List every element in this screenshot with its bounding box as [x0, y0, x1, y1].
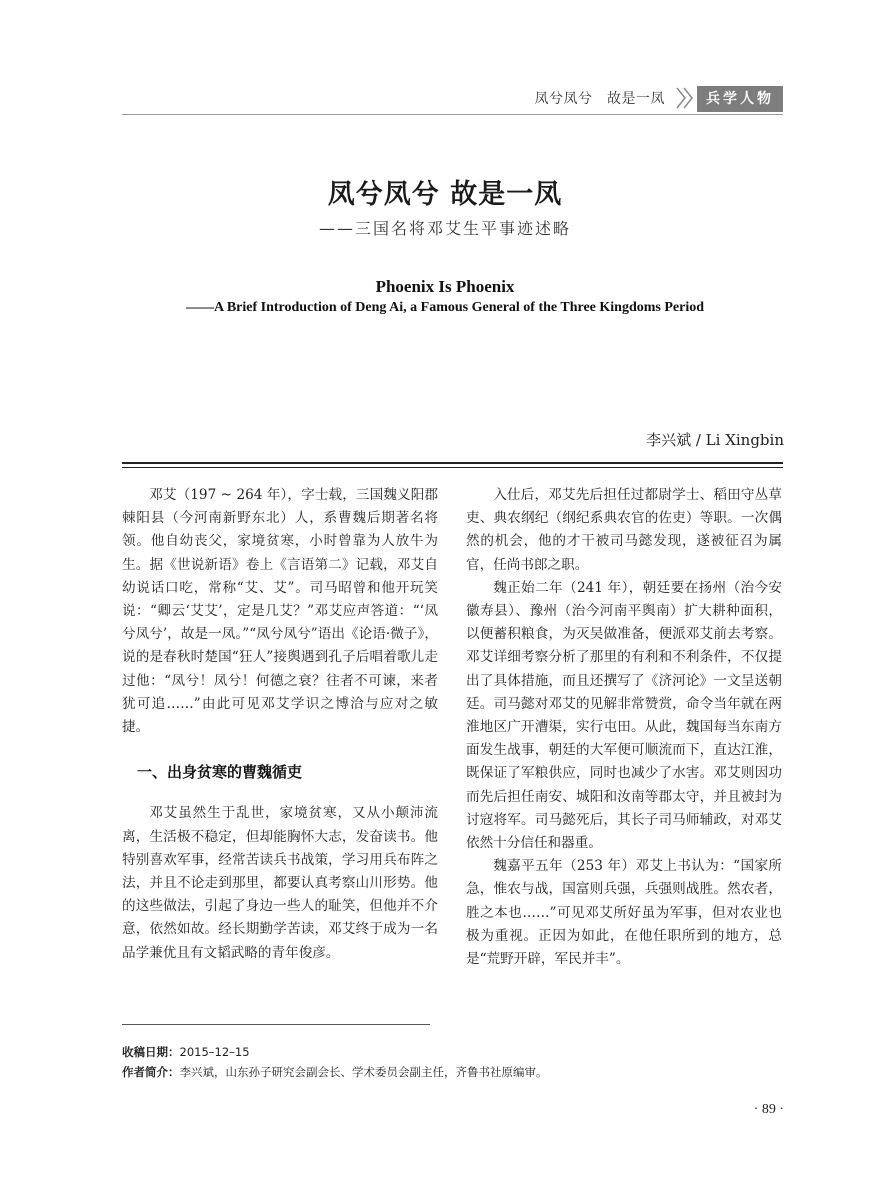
- article-subtitle-en: ——A Brief Introduction of Deng Ai, a Famous General of the Three Kingdoms Period: [186, 300, 704, 315]
- footnote-value: 李兴斌，山东孙子研究会副会长、学术委员会副主任，齐鲁书社原编审。: [179, 1065, 548, 1079]
- footnote-value: 2015–12–15: [179, 1045, 250, 1059]
- article-title-cn: 凤兮凤兮 故是一凤: [327, 179, 563, 210]
- author-rule-thin: [122, 467, 783, 468]
- section-heading: 一、出身贫寒的曹魏循吏: [137, 763, 303, 782]
- section-tag: 兵学人物: [697, 86, 783, 112]
- footnote-label: 收稿日期：: [122, 1045, 180, 1059]
- author-line: 李兴斌 / Li Xingbin: [646, 431, 784, 449]
- footnote-rule: [122, 1024, 430, 1025]
- running-header: [122, 82, 783, 114]
- article-subtitle-cn: ——三国名将邓艾生平事迹述略: [318, 219, 571, 238]
- page-number: · 89 ·: [753, 1102, 784, 1117]
- author-rule-thick: [122, 462, 783, 464]
- article-title-en: Phoenix Is Phoenix: [375, 277, 515, 296]
- footnote-label: 作者简介：: [122, 1065, 180, 1079]
- running-header-title: 凤兮凤兮 故是一凤: [534, 91, 665, 107]
- header-rule: [122, 114, 783, 115]
- paragraph: 魏嘉平五年（253 年）邓艾上书认为：“国家所急，惟农与战，国富则兵强，兵强则战胜。然农者，胜之本也……”可见邓艾所好虽为军事，但对农业也极为重视。正因为如此，在他任职所到的地方，总是“荒野开辟，军民并丰”。: [466, 858, 782, 968]
- paragraph: 邓艾虽然生于乱世，家境贫寒，又从小颠沛流离，生活极不稳定，但却能胸怀大志，发奋读书。他特别喜欢军事，经常苦读兵书战策，学习用兵布阵之法，并且不论走到那里，都要认真考察山川形势。他的这些做法，引起了身边一些人的耻笑，但他并不介意，依然如故。经长期勤学苦读，邓艾终于成为一名品学兼优且有文韬武略的青年俊彦。: [122, 805, 438, 961]
- double-chevron-icon: [673, 86, 697, 110]
- footnotes: [122, 1042, 783, 1082]
- paragraph: 邓艾（197 ~ 264 年），字士载，三国魏义阳郡棘阳县（今河南新野东北）人，系曹魏后期著名将领。他自幼丧父，家境贫寒，小时曾靠为人放牛为生。据《世说新语》卷上《言语第二》记载，邓艾自幼说话口吃，常称“艾、艾”。司马昭曾和他开玩笑说：“卿云‘艾艾’，定是几艾？”邓艾应声答道：“‘凤兮凤兮’，故是一凤。”“凤兮凤兮”语出《论语·微子》，说的是春秋时楚国“狂人”接舆遇到孔子后唱着歌儿走过他：“凤兮！凤兮！何德之衰？往者不可谏，来者犹可追……”由此可见邓艾学识之博洽与应对之敏捷。: [122, 487, 438, 736]
- paragraph: 入仕后，邓艾先后担任过都尉学士、稻田守丛草吏、典农纲纪（纲纪系典农官的佐吏）等职。一次偶然的机会，他的才干被司马懿发现，遂被征召为属官，任尚书郎之职。: [466, 487, 782, 573]
- footnote-author-bio: [122, 1062, 783, 1082]
- body-column-right: [466, 484, 782, 971]
- footnote-received: [122, 1042, 783, 1062]
- paragraph: 魏正始二年（241 年），朝廷要在扬州（治今安徽寿县）、豫州（治今河南平舆南）扩大耕种面积，以便蓄积粮食，为灭吴做准备，便派邓艾前去考察。邓艾详细考察分析了那里的有利和不利条件，不仅提出了具体措施，而且还撰写了《济河论》一文呈送朝廷。司马懿对邓艾的见解非常赞赏，命令当年就在两淮地区广开漕渠，实行屯田。从此，魏国每当东南方面发生战事，朝廷的大军便可顺流而下，直达江淮，既保证了军粮供应，同时也减少了水害。邓艾则因功而先后担任南安、城阳和汝南等郡太守，并且被封为讨寇将军。司马懿死后，其长子司马师辅政，对邓艾依然十分信任和器重。: [466, 579, 782, 852]
- body-column-left: [122, 484, 438, 965]
